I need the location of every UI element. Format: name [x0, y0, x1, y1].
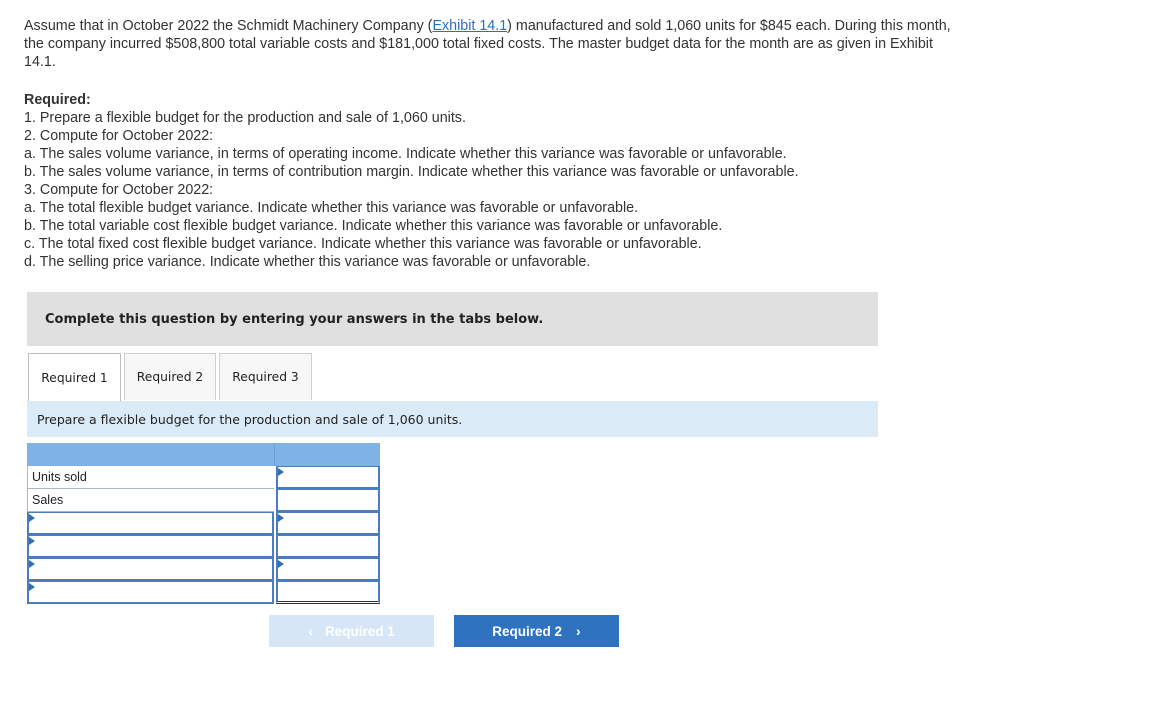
- requirement-item: a. The sales volume variance, in terms of operating income. Indicate whether this variance was favorable or unfavorable.: [24, 146, 787, 162]
- row-label-input[interactable]: [27, 558, 274, 581]
- chevron-left-icon: ‹: [308, 623, 313, 639]
- requirement-item: d. The selling price variance. Indicate whether this variance was favorable or unfavorable.: [24, 254, 591, 270]
- chevron-right-icon: ›: [576, 623, 581, 639]
- previous-button[interactable]: [269, 615, 434, 647]
- input-marker-icon: [278, 514, 284, 522]
- previous-button-label: Required 1: [324, 623, 395, 639]
- requirement-item: b. The sales volume variance, in terms of contribution margin. Indicate whether this variance was favorable or unfavorable.: [24, 164, 799, 180]
- row-label-input[interactable]: [27, 512, 274, 535]
- header-value-cell: [275, 443, 380, 466]
- row-value-input[interactable]: [276, 512, 380, 535]
- intro-text-1: Assume that in October 2022 the Schmidt Machinery Company (: [24, 18, 433, 34]
- input-marker-icon: [29, 537, 35, 545]
- requirement-item: a. The total flexible budget variance. Indicate whether this variance was favorable or unfavorable.: [24, 200, 639, 216]
- input-marker-icon: [278, 560, 284, 568]
- requirement-item: 1. Prepare a flexible budget for the production and sale of 1,060 units.: [24, 110, 466, 126]
- table-row: [27, 535, 380, 558]
- requirements-block: [24, 91, 964, 271]
- table-row: [27, 489, 380, 512]
- row-value-input[interactable]: [276, 558, 380, 581]
- row-label-input[interactable]: [27, 581, 274, 604]
- tab-required-2[interactable]: Required 2: [124, 353, 216, 400]
- requirement-item: b. The total variable cost flexible budget variance. Indicate whether this variance was favorable or unfavorable.: [24, 218, 723, 234]
- row-label-sales: Sales: [27, 489, 274, 512]
- row-label-input[interactable]: [27, 535, 274, 558]
- units-sold-value-input[interactable]: [276, 466, 380, 489]
- table-row: [27, 581, 380, 604]
- sales-value-input[interactable]: [276, 489, 380, 512]
- requirement-item: 2. Compute for October 2022:: [24, 128, 214, 144]
- prompt-text: Prepare a flexible budget for the production and sale of 1,060 units.: [37, 411, 463, 427]
- row-label-units-sold: Units sold: [27, 466, 274, 489]
- total-value-input[interactable]: [276, 581, 380, 604]
- requirement-item: c. The total fixed cost flexible budget variance. Indicate whether this variance was favorable or unfavorable.: [24, 236, 702, 252]
- next-button[interactable]: [454, 615, 619, 647]
- tab-required-3[interactable]: Required 3: [219, 353, 312, 400]
- tab-required-1[interactable]: Required 1: [28, 353, 121, 402]
- intro-text-2: ) manufactured and sold 1,060 units for $845 each. During this month, the company incurred $508,800 total variable costs and $181,000 total fixed costs. The master budget data for the month are as given in Exhibit 14.1.: [24, 18, 951, 70]
- input-marker-icon: [29, 560, 35, 568]
- tab-bar: [28, 353, 315, 401]
- requirement-item: 3. Compute for October 2022:: [24, 182, 214, 198]
- input-marker-icon: [278, 468, 284, 476]
- row-value-input[interactable]: [276, 535, 380, 558]
- table-row: [27, 512, 380, 535]
- flexible-budget-table: [27, 443, 380, 604]
- table-row: [27, 466, 380, 489]
- instruction-banner: [27, 292, 878, 346]
- instruction-text: Complete this question by entering your answers in the tabs below.: [45, 311, 544, 327]
- table-header: [27, 443, 380, 466]
- exhibit-link[interactable]: Exhibit 14.1: [432, 18, 508, 34]
- input-marker-icon: [29, 583, 35, 591]
- input-marker-icon: [29, 514, 35, 522]
- problem-intro: [24, 17, 964, 71]
- prompt-bar: [27, 401, 878, 437]
- table-row: [27, 558, 380, 581]
- next-button-label: Required 2: [492, 623, 563, 639]
- required-title: Required:: [24, 92, 91, 108]
- header-label-cell: [27, 443, 275, 466]
- problem-statement: [24, 17, 964, 271]
